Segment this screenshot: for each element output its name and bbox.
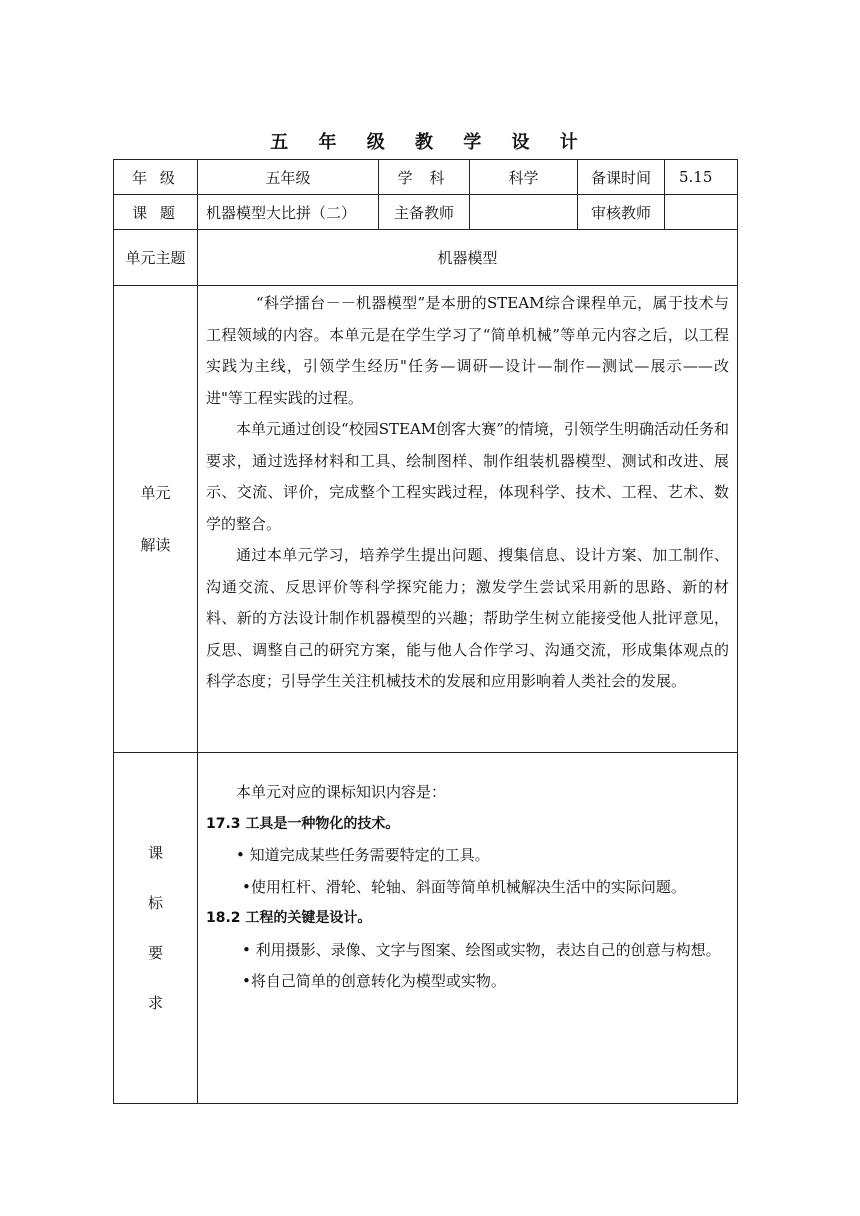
- standards-section1-item: •使用杠杆、滑轮、轮轴、斜面等简单机械解决生活中的实际问题。: [242, 877, 686, 896]
- standards-label: [114, 753, 198, 1104]
- grade-value: 五年级: [198, 160, 379, 195]
- standards-label-char: 课: [147, 844, 163, 862]
- unit-theme-label: 单元主题: [114, 230, 198, 286]
- main-teacher-label: 主备教师: [379, 195, 470, 230]
- topic-value: 机器模型大比拼（二）: [198, 195, 379, 230]
- page-title: 五 年 级 教 学 设 计: [270, 132, 590, 153]
- standards-section2-item: • 利用摄影、录像、文字与图案、绘图或实物，表达自己的创意与构想。: [242, 940, 721, 959]
- reviewer-value: [665, 195, 738, 230]
- table-row-unit-reading: [114, 286, 738, 753]
- unit-reading-label: [114, 286, 198, 753]
- unit-reading-paragraph: 通过本单元学习，培养学生提出问题、搜集信息、设计方案、加工制作、沟通交流、反思评价等科学探究能力；激发学生尝试采用新的思路、新的材料、新的方法设计制作机器模型的兴趣；帮助学生树立能接受他人批评意见，反思、调整自己的研究方案，能与他人合作学习、沟通交流，形成集体观点的科学态度；引导学生关注机械技术的发展和应用影响着人类社会的发展。: [206, 546, 729, 690]
- reviewer-label: 审核教师: [578, 195, 665, 230]
- unit-reading-content: [198, 286, 738, 753]
- grade-label: 年 级: [114, 160, 198, 195]
- unit-reading-label-line2: 解读: [140, 536, 171, 554]
- standards-section2-title: 18.2 工程的关键是设计。: [206, 910, 372, 926]
- subject-value: 科学: [470, 160, 578, 195]
- table-row-grade: [114, 160, 738, 195]
- unit-theme-value: 机器模型: [198, 230, 738, 286]
- standards-label-char: 要: [147, 944, 163, 962]
- standards-section2-item: •将自己简单的创意转化为模型或实物。: [242, 972, 506, 990]
- prep-time-label: 备课时间: [578, 160, 665, 195]
- standards-section1-title: 17.3 工具是一种物化的技术。: [206, 815, 400, 832]
- unit-reading-label-line1: 单元: [140, 484, 171, 502]
- table-row-standards: [114, 753, 738, 1104]
- subject-label: 学 科: [379, 160, 470, 195]
- table-row-unit-theme: [114, 230, 738, 286]
- standards-label-char: 标: [147, 894, 163, 912]
- main-teacher-value: [470, 195, 578, 230]
- prep-time-value: 5.15: [665, 160, 738, 195]
- standards-content: [198, 753, 738, 1104]
- standards-intro: 本单元对应的课标知识内容是：: [236, 783, 447, 801]
- standards-label-char: 求: [147, 994, 163, 1012]
- topic-label: 课 题: [114, 195, 198, 230]
- lesson-plan-table: [113, 159, 738, 1104]
- table-row-topic: [114, 195, 738, 230]
- standards-section1-item: • 知道完成某些任务需要特定的工具。: [236, 846, 490, 864]
- unit-reading-paragraph: 本单元通过创设“校园STEAM创客大赛”的情境，引领学生明确活动任务和要求，通过选择材料和工具、绘制图样、制作组装机器模型、测试和改进、展示、交流、评价，完成整个工程实践过程，体现科学、技术、工程、艺术、数学的整合。: [206, 420, 729, 533]
- unit-reading-paragraph: “科学擂台－－机器模型”是本册的STEAM综合课程单元，属于技术与工程领域的内容。本单元是在学生学习了“简单机械”等单元内容之后，以工程实践为主线，引领学生经历"任务—调研—设计—制作—测试—展示——改进"等工程实践的过程。: [206, 294, 729, 407]
